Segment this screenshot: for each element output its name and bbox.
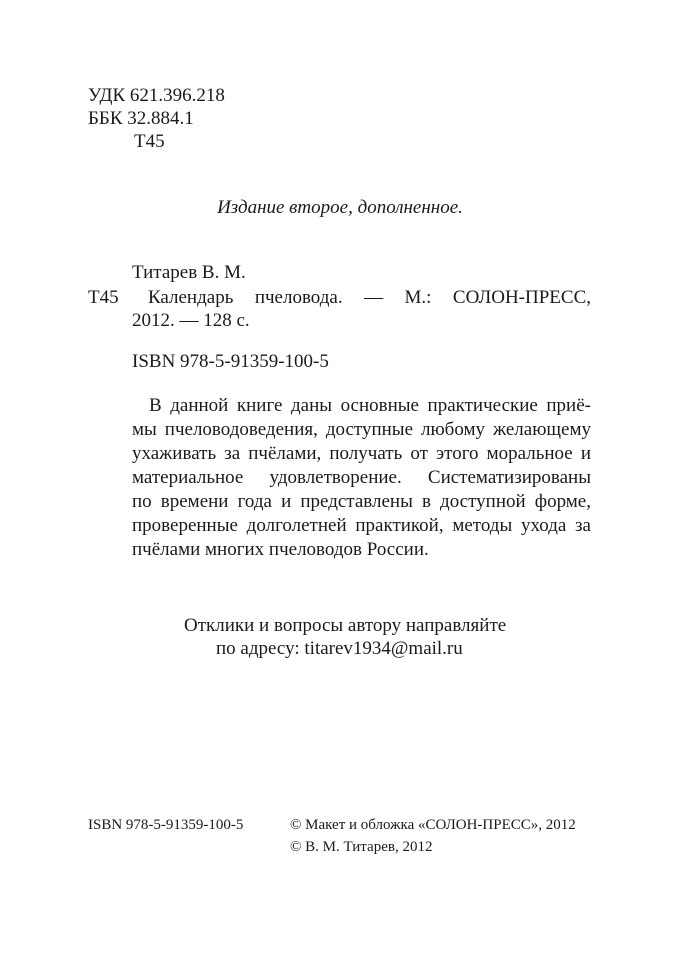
copyright-author: © В. М. Титарев, 2012 [290, 839, 433, 855]
bibliography-year-pages: 2012. — 128 с. [132, 310, 250, 331]
bbk-code: ББК 32.884.1 [88, 108, 194, 129]
contact-note: Отклики и вопросы автору направляйте [184, 615, 507, 636]
abstract-line: ухаживать за пчёлами, получать от этого моральное и [132, 443, 591, 464]
udc-code: УДК 621.396.218 [88, 85, 225, 106]
abstract-paragraph [132, 394, 591, 562]
abstract-line: пчёлами многих пчеловодов России. [132, 539, 429, 560]
edition-note: Издание второе, дополненное. [217, 197, 463, 218]
abstract-line: проверенные долголетней практикой, методы ухода за [132, 515, 591, 536]
contact-address: по адресу: titarev1934@mail.ru [216, 638, 463, 659]
author-sign-code: Т45 [134, 131, 165, 152]
copyright-publisher: © Макет и обложка «СОЛОН-ПРЕСС», 2012 [290, 817, 576, 833]
isbn-main: ISBN 978-5-91359-100-5 [132, 351, 329, 372]
abstract-line: материальное удовлетворение. Систематизированы [132, 467, 591, 488]
footer-isbn: ISBN 978-5-91359-100-5 [88, 817, 244, 833]
abstract-line: В данной книге даны основные практические приё- [149, 395, 591, 416]
bibliography-code: Т45 [88, 287, 119, 308]
bibliography-author: Титарев В. М. [132, 262, 246, 283]
bibliography-title-line: Календарь пчеловода. — М.: СОЛОН-ПРЕСС, [148, 287, 591, 308]
abstract-line: мы пчеловодоведения, доступные любому желающему [132, 419, 591, 440]
abstract-line: по времени года и представлены в доступной форме, [132, 491, 591, 512]
